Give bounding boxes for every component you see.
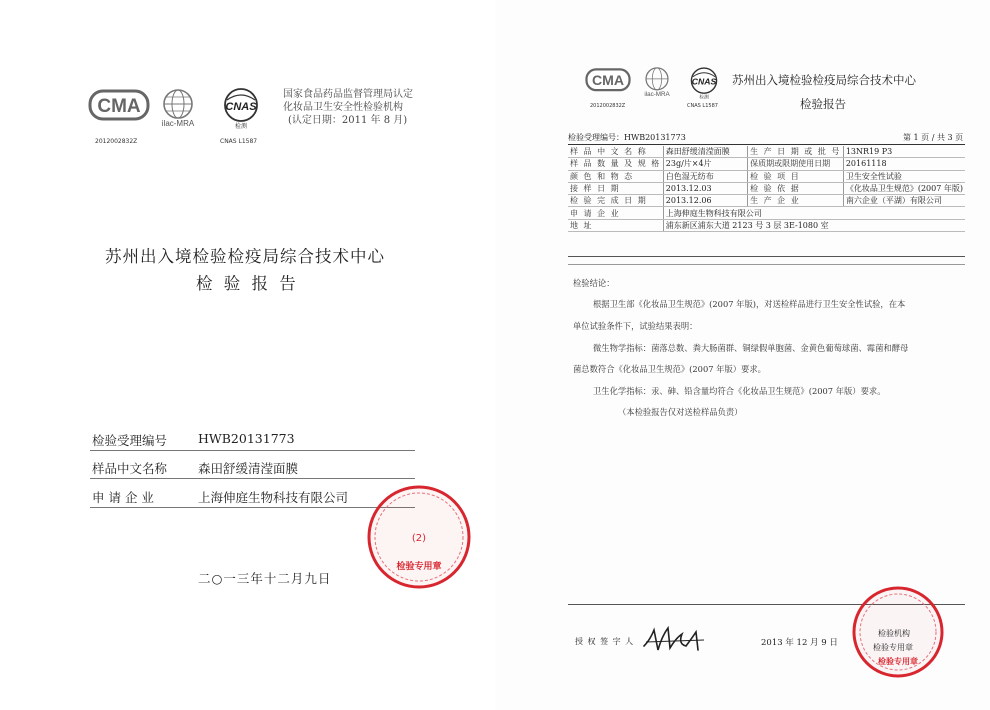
handwritten-signature-icon [640,620,710,656]
table-cell-value: 上海伸庭生物科技有限公司 [663,207,965,219]
table-row [568,182,965,194]
seal-caption: 检验专用章 [878,657,918,666]
section-rule [568,264,965,265]
info-row-report-number [90,428,415,451]
conclusion-line: 单位试验条件下，试验结果表明： [573,321,698,331]
table-cell-label: 检 验 完 成 日 期 [568,195,663,207]
cnas-label: CNAS [691,76,717,87]
cnas-number: CNAS L1587 [687,103,718,109]
ilac-globe-icon [639,66,675,98]
cnas-logo [682,65,726,101]
ilac-mra-logo [639,66,675,98]
table-row [568,195,965,207]
table-cell-value: 白色湿无纺布 [663,170,747,182]
table-cell-value: 20161118 [843,158,965,170]
table-cell-label: 检 验 依 据 [748,182,844,194]
table-cell-label: 申 请 企 业 [568,207,663,219]
cma-logo-graphic [88,88,150,128]
conclusion-line: 微生物学指标：菌落总数、粪大肠菌群、铜绿假单胞菌、金黄色葡萄球菌、霉菌和酵母 [593,343,909,353]
conclusion-label: 检验结论： [573,278,615,288]
section-rule [568,256,965,257]
ilac-label: ilac-MRA [644,91,670,98]
authority-line-3: (认定日期：2011 年 8 月) [288,115,408,126]
table-cell-label: 接 样 日 期 [568,182,663,194]
table-cell-value: 卫生安全性试验 [843,170,965,182]
cnas-emblem-icon [682,65,726,101]
disclaimer-line: （本检验报告仅对送检样品负责） [618,407,743,417]
report-subtitle: 检 验 报 告 [196,274,299,293]
table-row [568,158,965,170]
svg-text:CMA: CMA [591,71,625,88]
info-value: 上海伸庭生物科技有限公司 [198,490,349,505]
svg-text:CMA: CMA [97,96,141,117]
table-cell-label: 样 品 中 文 名 称 [568,146,663,158]
seal-number: (2) [411,533,427,544]
table-cell-value: 23g/片×4片 [663,158,747,170]
conclusion-line: 根据卫生部《化妆品卫生规范》(2007 年版)，对送检样品进行卫生安全性试验，在本 [593,299,906,309]
table-row [568,207,965,219]
table-cell-value: 《化妆品卫生规范》(2007 年版) [843,182,965,194]
inspection-seal [365,483,473,595]
cma-number: 2012002832Z [590,103,626,109]
info-value: HWB20131773 [198,431,295,446]
table-cell-value: 浦东新区浦东大道 2123 号 3 层 3E-1080 室 [663,219,965,231]
table-cell-label: 生 产 日 期 或 批 号 [748,146,844,158]
table-cell-value: 森田舒缓清滢面膜 [663,146,747,158]
info-row-sample-name [90,456,415,479]
report-number: 检验受理编号：HWB20131773 [568,133,686,142]
sign-date: 2013 年 12 月 9 日 [761,638,838,648]
table-cell-value: 13NR19 P3 [843,146,965,158]
cma-number: 2012002832Z [95,138,138,145]
seal-caption: 检验专用章 [396,562,442,572]
red-seal-stamp-icon [365,483,473,591]
cnas-label: CNAS [225,101,257,113]
table-row [568,170,965,182]
ilac-label: ilac-MRA [161,119,195,128]
report-detail-page [495,0,990,710]
info-label: 申 请 企 业 [92,490,154,505]
header-rule [568,144,965,145]
conclusion-line: 卫生化学指标：汞、砷、铅含量均符合《化妆品卫生规范》(2007 年版）要求。 [593,386,886,396]
table-cell-value: 2013.12.03 [663,182,747,194]
table-cell-label: 颜 色 和 物 态 [568,170,663,182]
table-row [568,146,965,158]
table-row [568,219,965,231]
table-cell-label: 样 品 数 量 及 规 格 [568,158,663,170]
authority-line-2: 化妆品卫生安全性检验机构 [283,102,403,113]
org-line: 检验机构 [878,629,910,638]
sample-info-table [568,146,965,232]
ilac-mra-logo [155,88,201,128]
cnas-sub-label: 检测 [699,95,709,101]
table-cell-label: 生 产 企 业 [748,195,844,207]
table-cell-value: 2013.12.06 [663,195,747,207]
info-label: 样品中文名称 [92,461,168,476]
issue-date: 二○一三年十二月九日 [198,571,332,586]
conclusion-line: 菌总数符合《化妆品卫生规范》(2007 年版）要求。 [573,364,766,374]
cma-logo-graphic [585,67,631,97]
header-institution-title: 苏州出入境检验检疫局综合技术中心 [732,73,916,87]
table-cell-value: 南六企业（平湖）有限公司 [843,195,965,207]
cnas-number: CNAS L1587 [220,138,258,145]
org-line: 检验专用章 [873,643,913,652]
signature-image [640,620,710,660]
table-cell-label: 地 址 [568,219,663,231]
ilac-globe-icon [155,88,201,128]
info-label: 检验受理编号 [92,433,168,448]
cnas-sub-label: 检测 [234,123,248,130]
info-value: 森田舒缓清滢面膜 [198,461,299,476]
cnas-emblem-icon [213,86,269,130]
report-institution-title: 苏州出入境检验检疫局综合技术中心 [105,247,385,266]
page-indicator: 第 1 页 / 共 3 页 [903,133,964,142]
header-subtitle: 检验报告 [800,97,846,111]
table-cell-label: 保质期或限期使用日期 [748,158,844,170]
cnas-logo [213,86,269,130]
authority-line-1: 国家食品药品监督管理局认定 [283,89,413,100]
table-cell-label: 检 验 项 目 [748,170,844,182]
signer-label: 授 权 签 字 人 [575,637,635,646]
cma-logo [585,67,631,97]
cma-logo [88,88,150,128]
